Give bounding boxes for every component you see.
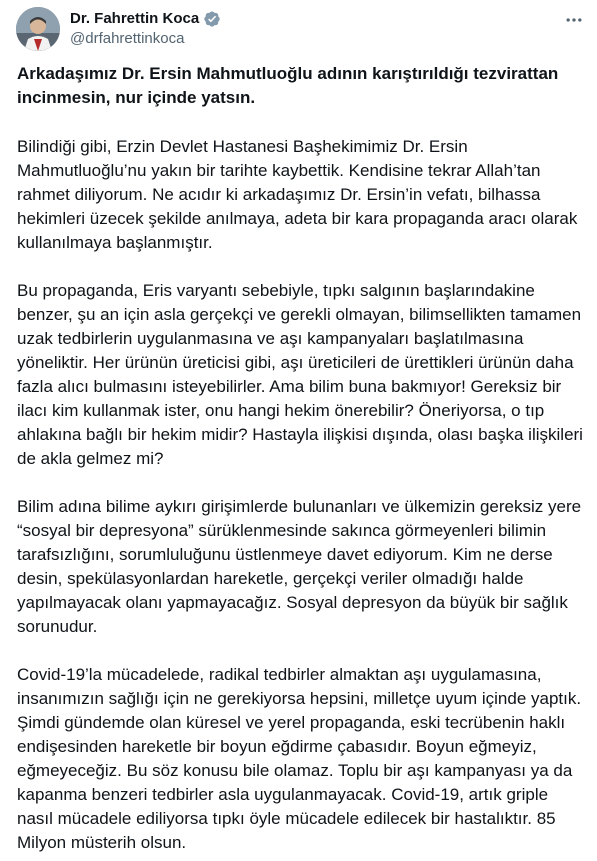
more-options-button[interactable] <box>562 8 586 32</box>
post-paragraph: Bu propaganda, Eris varyantı sebebiyle, tıpkı salgının başlarındakine benzer, şu an için asla gerçekçi ve gerekli olmayan, bilimsellikten tamamen uzak tedbirlerin uygulanmasına ve aşı kampanyaları başlatılmasına yöneliktir. Her ürünün üreticisi gibi, aşı üreticileri de ürettikleri ürünün daha fazla alıcı bulmasını isteyebilirler. Ama bilim buna bakmıyor! Gereksiz bir ilacı kim kullanmak ister, onu hangi hekim önerebilir? Öneriyorsa, o tıp ahlakına bağlı bir hekim midir? Hastayla ilişkisi dışında, olası başka ilişkileri de akla gelmez mi? <box>17 281 583 468</box>
verified-badge-icon <box>203 10 221 28</box>
post-paragraph: Bilim adına bilime aykırı girişimlerde bulunanları ve ülkemizin gereksiz yere “sosyal bir depresyona” sürüklenmesinde sakınca görmeyenleri bilimin tarafsızlığını, sorumluluğunu üstlenmeye davet ediyorum. Kim ne derse desin, spekülasyonlardan hareketle, gerçekçi veriler olmadığı halde yapılmayacak olanı yapmayacağız. Sosyal depresyon da büyük bir sağlık sorunudur. <box>17 497 582 636</box>
author-display-name[interactable]: Dr. Fahrettin Koca <box>70 10 200 27</box>
more-options-icon <box>564 10 584 30</box>
avatar-image <box>16 7 60 51</box>
post-header <box>0 0 597 60</box>
post-headline: Arkadaşımız Dr. Ersin Mahmutluoğlu adının karıştırıldığı tezvirattan incinmesin, nur içinde yatsın. <box>17 64 559 107</box>
author-handle[interactable]: @drfahrettinkoca <box>70 30 185 47</box>
post-body <box>17 62 585 861</box>
avatar[interactable] <box>16 7 60 51</box>
post-paragraph: Covid-19’la mücadelede, radikal tedbirler almaktan aşı uygulamasına, insanımızın sağlığı için ne gerekiyorsa hepsini, milletçe uyum içinde yaptık. Şimdi gündemde olan küresel ve yerel propaganda, eski tecrübenin haklı endişesinden hareketle bir boyun eğdirme çabasıdır. Boyun eğmeyiz, eğmeyeceğiz. Bu söz konusu bile olamaz. Toplu bir aşı kampanyası ya da kapanma benzeri tedbirler asla uygulanmayacak. Covid-19, artık griple nasıl mücadele ediliyorsa tıpkı öyle mücadele edilecek bir hastalıktır. 85 Milyon müsterih olsun. <box>17 665 582 852</box>
post-paragraph: Bilindiği gibi, Erzin Devlet Hastanesi Başhekimimiz Dr. Ersin Mahmutluoğlu’nu yakın bir tarihte kaybettik. Kendisine tekrar Allah’tan rahmet diliyorum. Ne acıdır ki arkadaşımız Dr. Ersin’in vefatı, bilhassa hekimleri üzecek şekilde anılmaya, adeta bir kara propaganda aracı olarak kullanılmaya başlanmıştır. <box>17 137 578 252</box>
